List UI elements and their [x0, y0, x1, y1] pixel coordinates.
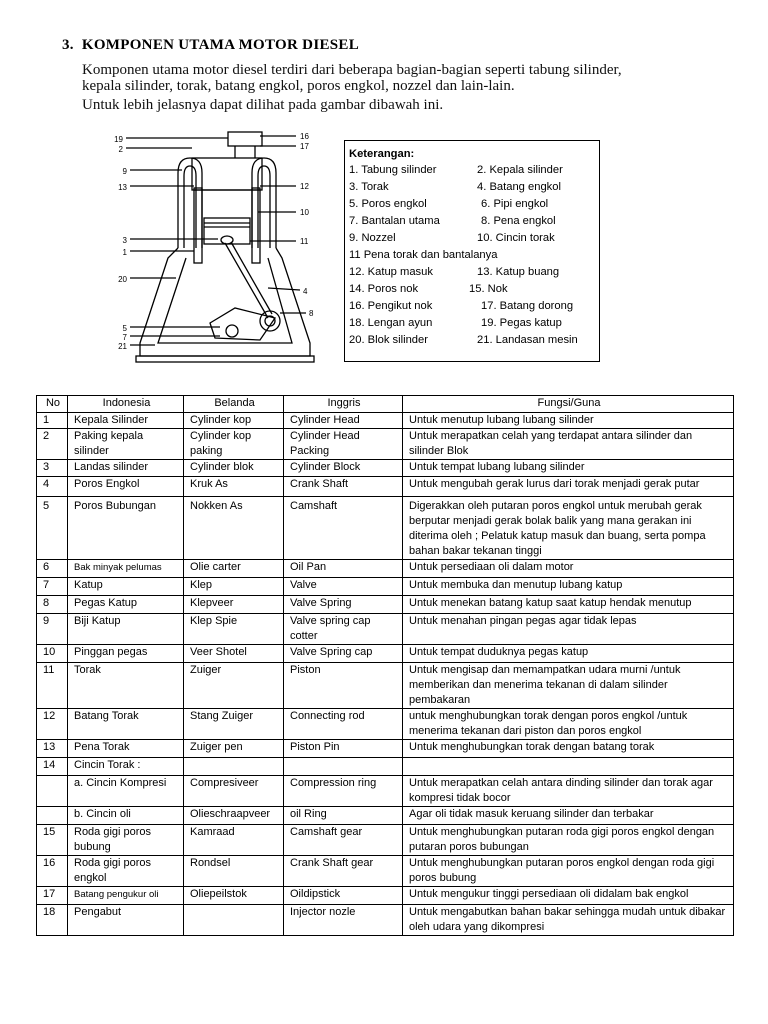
legend-item: 12. Katup masuk	[349, 266, 433, 278]
diagram-label: 12	[300, 182, 309, 191]
table-cell: 5	[37, 497, 68, 560]
table-cell: Cylinder blok	[184, 460, 284, 477]
legend-item: 10. Cincin torak	[477, 232, 555, 244]
table-row	[37, 578, 734, 596]
table-cell: Connecting rod	[284, 709, 403, 740]
intro-paragraph: Untuk lebih jelasnya dapat dilihat pada gambar dibawah ini.	[82, 97, 444, 113]
table-cell: Injector nozle	[284, 905, 403, 936]
table-cell: Untuk menahan pingan pegas agar tidak lepas	[403, 614, 734, 645]
table-cell	[184, 905, 284, 936]
legend-item: 7. Bantalan utama	[349, 215, 440, 227]
legend-title: Keterangan:	[349, 148, 415, 160]
table-row	[37, 560, 734, 578]
column-header: Belanda	[184, 396, 284, 413]
diagram-label: 11	[300, 237, 309, 246]
table-cell: Cylinder Head Packing	[284, 429, 403, 460]
table-cell: Digerakkan oleh putaran poros engkol untuk merubah gerak berputar menjadi gerak bolak balik yang mana gerakan ini diterima oleh ; Pelatuk katup masuk dan buang, serta pompa bahan bakar tekanan tinggi	[403, 497, 734, 560]
table-row	[37, 497, 734, 560]
column-header: Indonesia	[68, 396, 184, 413]
diagram-label: 4	[303, 287, 308, 296]
section-title: KOMPONEN UTAMA MOTOR DIESEL	[81, 37, 360, 53]
table-cell	[37, 807, 68, 825]
table-cell: Compresiveer	[184, 776, 284, 807]
table-cell: Batang Torak	[68, 709, 184, 740]
table-cell: Cincin Torak :	[68, 758, 184, 776]
table-cell: Valve Spring	[284, 596, 403, 614]
table-cell: 1	[37, 413, 68, 429]
table-cell: oil Ring	[284, 807, 403, 825]
connecting-rod	[225, 243, 268, 318]
legend-item: 2. Kepala silinder	[477, 164, 563, 176]
legend-item: 9. Nozzel	[349, 232, 396, 244]
valve-spring-housing	[228, 132, 262, 146]
table-row	[37, 460, 734, 477]
engine-cross-section-diagram	[110, 128, 325, 373]
table-cell: Untuk mengabutkan bahan bakar sehingga mudah untuk dibakar oleh udara yang dikompresi	[403, 905, 734, 936]
table-row	[37, 709, 734, 740]
table-row	[37, 596, 734, 614]
diagram-label: 21	[118, 342, 127, 351]
diagram-label: 9	[122, 167, 127, 176]
table-cell: Klep	[184, 578, 284, 596]
table-cell: Pengabut	[68, 905, 184, 936]
table-cell: 7	[37, 578, 68, 596]
table-cell: Untuk menekan batang katup saat katup hendak menutup	[403, 596, 734, 614]
table-row	[37, 645, 734, 663]
legend-item: 19. Pegas katup	[481, 317, 562, 329]
diagram-label: 20	[118, 275, 127, 284]
legend-item: 1. Tabung silinder	[349, 164, 437, 176]
table-cell: Piston	[284, 663, 403, 709]
engine-base	[136, 356, 314, 362]
table-cell: Camshaft gear	[284, 825, 403, 856]
table-cell: Kepala Silinder	[68, 413, 184, 429]
table-cell	[184, 758, 284, 776]
table-cell: 13	[37, 740, 68, 758]
table-cell	[284, 758, 403, 776]
table-cell: Klep Spie	[184, 614, 284, 645]
table-cell: Poros Bubungan	[68, 497, 184, 560]
table-cell: 4	[37, 477, 68, 497]
table-cell: Torak	[68, 663, 184, 709]
table-cell: b. Cincin oli	[68, 807, 184, 825]
table-cell: untuk menghubungkan torak dengan poros engkol /untuk menerima tekanan dari piston dan poros engkol	[403, 709, 734, 740]
components-table	[36, 395, 734, 936]
table-row	[37, 740, 734, 758]
table-cell: Agar oli tidak masuk keruang silinder dan terbakar	[403, 807, 734, 825]
table-row	[37, 856, 734, 887]
table-cell: Oildipstick	[284, 887, 403, 905]
table-cell: Bak minyak pelumas	[68, 560, 184, 578]
table-cell: Untuk menghubungkan torak dengan batang torak	[403, 740, 734, 758]
table-cell: Crank Shaft gear	[284, 856, 403, 887]
table-cell: Stang Zuiger	[184, 709, 284, 740]
table-cell: Cylinder kop	[184, 413, 284, 429]
table-cell: Untuk tempat lubang lubang silinder	[403, 460, 734, 477]
table-cell: Oil Pan	[284, 560, 403, 578]
table-cell: Kamraad	[184, 825, 284, 856]
table-cell: Compression ring	[284, 776, 403, 807]
table-cell: 14	[37, 758, 68, 776]
crank-pin	[260, 311, 280, 331]
legend-box	[344, 140, 600, 362]
table-cell: 3	[37, 460, 68, 477]
legend-item: 11 Pena torak dan bantalanya	[349, 249, 498, 261]
table-header-row	[37, 396, 734, 413]
table-cell: Untuk tempat duduknya pegas katup	[403, 645, 734, 663]
legend-item: 8. Pena engkol	[481, 215, 556, 227]
table-cell: Poros Engkol	[68, 477, 184, 497]
table-cell: Crank Shaft	[284, 477, 403, 497]
diagram-label: 8	[309, 309, 314, 318]
legend-item: 21. Landasan mesin	[477, 334, 578, 346]
table-cell: Untuk persediaan oli dalam motor	[403, 560, 734, 578]
diagram-label: 10	[300, 208, 309, 217]
table-cell: Veer Shotel	[184, 645, 284, 663]
table-row	[37, 413, 734, 429]
table-cell: Rondsel	[184, 856, 284, 887]
table-cell: Valve	[284, 578, 403, 596]
diagram-label: 16	[300, 132, 309, 141]
table-cell: Valve spring cap cotter	[284, 614, 403, 645]
diagram-label: 13	[118, 183, 127, 192]
table-cell: 15	[37, 825, 68, 856]
cylinder-wall-left	[194, 188, 202, 263]
table-cell: 11	[37, 663, 68, 709]
diagram-label: 5	[122, 324, 127, 333]
table-cell: Roda gigi poros bubung	[68, 825, 184, 856]
table-cell: Piston Pin	[284, 740, 403, 758]
section-heading	[62, 37, 359, 54]
legend-item: 17. Batang dorong	[481, 300, 574, 312]
column-header: No	[37, 396, 68, 413]
table-cell: Valve Spring cap	[284, 645, 403, 663]
table-cell: 2	[37, 429, 68, 460]
legend-item: 15. Nok	[469, 283, 508, 295]
table-cell	[37, 776, 68, 807]
table-row	[37, 776, 734, 807]
diagram-label: 3	[122, 236, 127, 245]
cylinder-wall-right	[252, 188, 260, 263]
table-cell: Zuiger	[184, 663, 284, 709]
legend-item: 6. Pipi engkol	[481, 198, 549, 210]
legend-item: 14. Poros nok	[349, 283, 419, 295]
intro-text	[82, 62, 662, 113]
table-cell: 12	[37, 709, 68, 740]
table-cell: Untuk menghubungkan putaran roda gigi poros engkol dengan putaran poros bubungan	[403, 825, 734, 856]
column-header: Fungsi/Guna	[403, 396, 734, 413]
table-cell: 16	[37, 856, 68, 887]
table-cell: 9	[37, 614, 68, 645]
table-cell: Untuk merapatkan celah antara dinding silinder dan torak agar kompresi tidak bocor	[403, 776, 734, 807]
table-cell: Klepveer	[184, 596, 284, 614]
table-cell: 6	[37, 560, 68, 578]
table-cell: Batang pengukur oli	[68, 887, 184, 905]
table-cell: Untuk menutup lubang lubang silinder	[403, 413, 734, 429]
table-cell: a. Cincin Kompresi	[68, 776, 184, 807]
table-cell: Olieschraapveer	[184, 807, 284, 825]
diagram-label: 19	[114, 135, 123, 144]
table-cell: Oliepeilstok	[184, 887, 284, 905]
table-row	[37, 477, 734, 497]
diagram-label: 2	[118, 145, 123, 154]
table-cell: Pinggan pegas	[68, 645, 184, 663]
table-row	[37, 614, 734, 645]
table-cell: Olie carter	[184, 560, 284, 578]
diagram-label: 7	[122, 333, 127, 342]
table-cell: Camshaft	[284, 497, 403, 560]
crankshaft	[226, 325, 238, 337]
diagram-label: 17	[300, 142, 309, 151]
legend-item: 4. Batang engkol	[477, 181, 561, 193]
table-cell: Cylinder Block	[284, 460, 403, 477]
table-cell: Cylinder kop paking	[184, 429, 284, 460]
column-header: Inggris	[284, 396, 403, 413]
table-cell: Cylinder Head	[284, 413, 403, 429]
table-row	[37, 807, 734, 825]
table-cell: Untuk mengisap dan memampatkan udara murni /untuk memberikan dan menerima tekanan di dalam silinder pembakaran	[403, 663, 734, 709]
engine-block	[140, 248, 310, 356]
table-cell: Untuk mengukur tinggi persediaan oli didalam bak engkol	[403, 887, 734, 905]
table-cell: Nokken As	[184, 497, 284, 560]
section-number: 3.	[62, 37, 74, 53]
table-cell: 18	[37, 905, 68, 936]
table-row	[37, 825, 734, 856]
table-cell	[403, 758, 734, 776]
table-row	[37, 663, 734, 709]
table-cell: Kruk As	[184, 477, 284, 497]
table-cell: Paking kepala silinder	[68, 429, 184, 460]
table-cell: Untuk membuka dan menutup lubang katup	[403, 578, 734, 596]
legend-item: 13. Katup buang	[477, 266, 560, 278]
piston	[204, 218, 250, 244]
table-cell: 10	[37, 645, 68, 663]
table-cell: Untuk menghubungkan putaran poros engkol dengan roda gigi poros bubung	[403, 856, 734, 887]
table-cell: Roda gigi poros engkol	[68, 856, 184, 887]
table-cell: Pegas Katup	[68, 596, 184, 614]
table-cell: 17	[37, 887, 68, 905]
table-cell: Pena Torak	[68, 740, 184, 758]
table-cell: Biji Katup	[68, 614, 184, 645]
table-cell: Untuk merapatkan celah yang terdapat antara silinder dan silinder Blok	[403, 429, 734, 460]
table-row	[37, 429, 734, 460]
diagram-label: 1	[122, 248, 127, 257]
legend-item: 5. Poros engkol	[349, 198, 427, 210]
table-cell: 8	[37, 596, 68, 614]
intro-paragraph: Komponen utama motor diesel terdiri dari beberapa bagian-bagian seperti tabung silinder, kepala silinder, torak, batang engkol, poros engkol, nozzel dan lain-lain.	[82, 62, 622, 94]
table-row	[37, 887, 734, 905]
legend-item: 3. Torak	[349, 181, 389, 193]
table-cell: Katup	[68, 578, 184, 596]
table-row	[37, 905, 734, 936]
table-row	[37, 758, 734, 776]
table-cell: Landas silinder	[68, 460, 184, 477]
legend-item: 20. Blok silinder	[349, 334, 428, 346]
legend-item: 18. Lengan ayun	[349, 317, 433, 329]
legend-item: 16. Pengikut nok	[349, 300, 433, 312]
table-cell: Zuiger pen	[184, 740, 284, 758]
table-cell: Untuk mengubah gerak lurus dari torak menjadi gerak putar	[403, 477, 734, 497]
